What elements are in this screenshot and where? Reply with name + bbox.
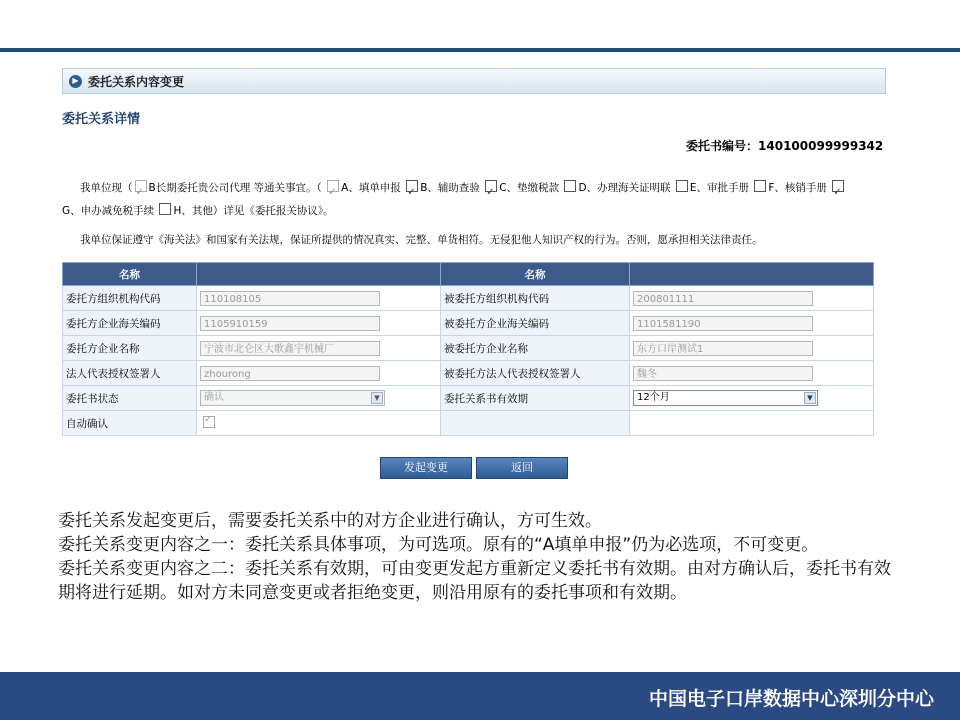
back-button[interactable]: 返回 — [476, 457, 568, 479]
checkbox-item-a — [327, 180, 339, 192]
client-customs-code-field: 1105910159 — [200, 316, 380, 331]
row-label: 被委托方企业海关编码 — [441, 311, 630, 336]
validity-period-value: 12个月 — [637, 392, 670, 403]
row-value-empty — [630, 411, 874, 436]
item-b-label: B、辅助查验 — [420, 182, 480, 194]
scope-line-1 — [80, 173, 880, 203]
checkbox-item-f[interactable] — [754, 180, 766, 192]
agreement-number-value: 140100099999342 — [758, 139, 884, 153]
row-label: 委托方企业海关编码 — [63, 311, 197, 336]
note-1: 委托关系发起变更后，需要委托关系中的对方企业进行确认，方可生效。 — [58, 511, 602, 531]
agreement-number — [686, 137, 883, 154]
note-2: 委托关系变更内容之一：委托关系具体事项，为可选项。原有的“A填单申报”仍为必选项，不可变更。 — [58, 535, 819, 555]
column-header-left: 名称 — [63, 263, 197, 286]
checkbox-item-b[interactable] — [406, 180, 418, 192]
column-header-right-value — [630, 263, 874, 286]
row-label: 被委托方法人代表授权签署人 — [441, 361, 630, 386]
table-row — [63, 286, 874, 311]
status-select-value: 确认 — [204, 392, 224, 403]
checkbox-item-c[interactable] — [485, 180, 497, 192]
scope-outro: ）详见《委托报关协议》。 — [212, 205, 334, 217]
relationship-table — [62, 262, 874, 436]
scope-line-2 — [62, 203, 334, 218]
row-label: 委托方组织机构代码 — [63, 286, 197, 311]
pledge-text: 我单位保证遵守《海关法》和国家有关法规，保证所提供的情况真实、完整、单货相符。无侵犯他人知识产权的行为。否则，愿承担相关法律责任。 — [80, 234, 763, 246]
table-row — [63, 386, 874, 411]
item-h-label: H、其他 — [173, 205, 213, 217]
table-row — [63, 361, 874, 386]
agent-org-code-field: 200801111 — [633, 291, 813, 306]
agreement-number-label: 委托书编号： — [686, 139, 759, 153]
item-c-label: C、垫缴税款 — [499, 182, 560, 194]
checkbox-item-g[interactable] — [832, 180, 844, 192]
footer-org-name: 中国电子口岸数据中心深圳分中心 — [648, 688, 934, 710]
top-divider — [0, 48, 960, 52]
column-header-left-value — [197, 263, 441, 286]
checkbox-item-d[interactable] — [564, 180, 576, 192]
item-g-label: G、申办减免税手续 — [62, 205, 155, 217]
item-f-label: F、核销手册 — [768, 182, 827, 194]
submit-change-button[interactable]: 发起变更 — [380, 457, 472, 479]
client-org-code-field: 110108105 — [200, 291, 380, 306]
item-e-label: E、审批手册 — [689, 182, 750, 194]
auto-confirm-checkbox — [203, 416, 215, 428]
table-row — [63, 311, 874, 336]
checkbox-long-term — [135, 180, 147, 192]
footer-bar — [0, 672, 960, 720]
section-title: 委托关系详情 — [62, 112, 141, 127]
checkbox-item-e[interactable] — [676, 180, 688, 192]
row-label: 法人代表授权签署人 — [63, 361, 197, 386]
row-label: 委托方企业名称 — [63, 336, 197, 361]
validity-period-select[interactable] — [633, 390, 818, 406]
client-company-name-field: 宁波市北仑区大歌鑫宇机械厂 — [200, 341, 380, 356]
checkbox-item-h[interactable] — [159, 203, 171, 215]
table-row — [63, 411, 874, 436]
note-3: 委托关系变更内容之二：委托关系有效期，可由变更发起方重新定义委托书有效期。由对方确认后，委托书有效期将进行延期。如对方未同意变更或者拒绝变更，则沿用原有的委托事项和有效期。 — [58, 559, 891, 603]
scope-long-term: B长期 — [148, 182, 177, 194]
item-a-label: A、填单申报 — [341, 182, 401, 194]
row-label: 被委托方组织机构代码 — [441, 286, 630, 311]
agent-signatory-field: 魏冬 — [633, 366, 813, 381]
row-label: 委托书状态 — [63, 386, 197, 411]
chevron-down-icon[interactable]: ▼ — [804, 392, 816, 404]
client-signatory-field: zhourong — [200, 366, 380, 381]
row-label-empty — [441, 411, 630, 436]
agent-customs-code-field: 1101581190 — [633, 316, 813, 331]
chevron-down-icon: ▼ — [371, 392, 383, 404]
row-label: 被委托方企业名称 — [441, 336, 630, 361]
row-label: 自动确认 — [63, 411, 197, 436]
explanation-notes — [58, 509, 898, 605]
row-label: 委托关系书有效期 — [441, 386, 630, 411]
item-d-label: D、办理海关证明联 — [578, 182, 671, 194]
agent-company-name-field: 东方口岸测试1 — [633, 341, 813, 356]
status-select — [200, 390, 385, 406]
arrow-circle-icon: ▶ — [69, 75, 82, 88]
column-header-right: 名称 — [441, 263, 630, 286]
table-row — [63, 336, 874, 361]
scope-mid: 委托贵公司代理 等通关事宜。（ — [176, 182, 322, 194]
window-header-bar — [62, 68, 886, 94]
window-title: 委托关系内容变更 — [88, 74, 185, 89]
scope-intro: 我单位现（ — [80, 182, 133, 194]
